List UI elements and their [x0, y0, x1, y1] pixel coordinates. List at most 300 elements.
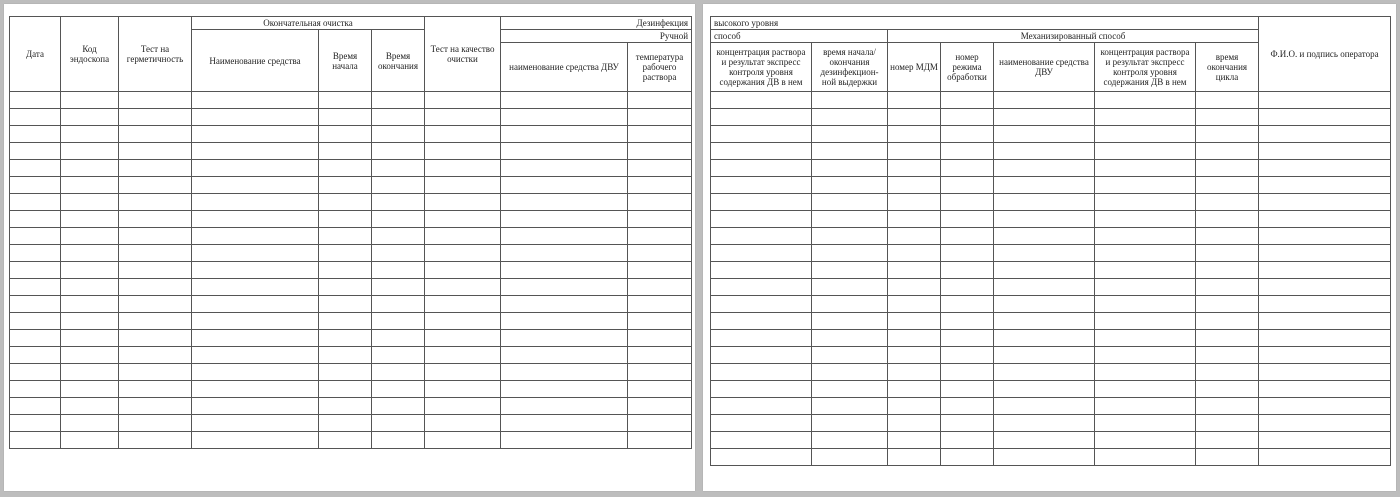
- table-cell[interactable]: [1196, 211, 1259, 228]
- table-cell[interactable]: [10, 92, 61, 109]
- table-cell[interactable]: [812, 177, 888, 194]
- table-cell[interactable]: [711, 109, 812, 126]
- table-cell[interactable]: [711, 279, 812, 296]
- table-cell[interactable]: [372, 126, 425, 143]
- table-cell[interactable]: [10, 245, 61, 262]
- table-cell[interactable]: [711, 449, 812, 466]
- table-cell[interactable]: [941, 109, 994, 126]
- table-cell[interactable]: [10, 364, 61, 381]
- table-cell[interactable]: [501, 143, 628, 160]
- table-cell[interactable]: [711, 432, 812, 449]
- table-cell[interactable]: [425, 228, 501, 245]
- table-cell[interactable]: [812, 381, 888, 398]
- table-cell[interactable]: [888, 381, 941, 398]
- table-cell[interactable]: [812, 330, 888, 347]
- table-cell[interactable]: [1196, 415, 1259, 432]
- table-cell[interactable]: [941, 211, 994, 228]
- table-cell[interactable]: [192, 296, 319, 313]
- table-cell[interactable]: [994, 296, 1095, 313]
- table-cell[interactable]: [888, 177, 941, 194]
- table-cell[interactable]: [812, 245, 888, 262]
- table-cell[interactable]: [628, 160, 692, 177]
- table-cell[interactable]: [425, 313, 501, 330]
- table-cell[interactable]: [628, 398, 692, 415]
- table-cell[interactable]: [941, 160, 994, 177]
- table-cell[interactable]: [1196, 313, 1259, 330]
- table-cell[interactable]: [888, 228, 941, 245]
- table-cell[interactable]: [888, 313, 941, 330]
- table-cell[interactable]: [1095, 109, 1196, 126]
- table-cell[interactable]: [1259, 313, 1391, 330]
- table-cell[interactable]: [888, 211, 941, 228]
- table-cell[interactable]: [1259, 398, 1391, 415]
- table-cell[interactable]: [1196, 126, 1259, 143]
- table-cell[interactable]: [501, 160, 628, 177]
- table-cell[interactable]: [372, 177, 425, 194]
- table-cell[interactable]: [1259, 432, 1391, 449]
- table-cell[interactable]: [319, 211, 372, 228]
- table-cell[interactable]: [1095, 449, 1196, 466]
- table-cell[interactable]: [192, 415, 319, 432]
- table-cell[interactable]: [319, 92, 372, 109]
- table-cell[interactable]: [10, 432, 61, 449]
- table-cell[interactable]: [994, 364, 1095, 381]
- table-cell[interactable]: [192, 211, 319, 228]
- table-cell[interactable]: [711, 228, 812, 245]
- table-cell[interactable]: [1196, 330, 1259, 347]
- table-cell[interactable]: [119, 330, 192, 347]
- table-cell[interactable]: [1259, 449, 1391, 466]
- table-cell[interactable]: [192, 432, 319, 449]
- table-cell[interactable]: [628, 262, 692, 279]
- table-cell[interactable]: [192, 245, 319, 262]
- table-cell[interactable]: [812, 228, 888, 245]
- table-cell[interactable]: [425, 262, 501, 279]
- table-cell[interactable]: [711, 126, 812, 143]
- table-cell[interactable]: [812, 364, 888, 381]
- table-cell[interactable]: [61, 160, 119, 177]
- table-cell[interactable]: [119, 143, 192, 160]
- table-cell[interactable]: [319, 330, 372, 347]
- table-cell[interactable]: [711, 296, 812, 313]
- table-cell[interactable]: [1095, 194, 1196, 211]
- table-cell[interactable]: [425, 364, 501, 381]
- table-cell[interactable]: [628, 143, 692, 160]
- table-cell[interactable]: [61, 177, 119, 194]
- table-cell[interactable]: [711, 143, 812, 160]
- table-cell[interactable]: [372, 364, 425, 381]
- table-cell[interactable]: [61, 92, 119, 109]
- table-cell[interactable]: [425, 211, 501, 228]
- table-cell[interactable]: [61, 279, 119, 296]
- table-cell[interactable]: [1259, 109, 1391, 126]
- table-cell[interactable]: [425, 279, 501, 296]
- table-cell[interactable]: [501, 279, 628, 296]
- table-cell[interactable]: [61, 211, 119, 228]
- table-cell[interactable]: [192, 92, 319, 109]
- table-cell[interactable]: [628, 279, 692, 296]
- table-cell[interactable]: [888, 279, 941, 296]
- table-cell[interactable]: [425, 296, 501, 313]
- table-cell[interactable]: [372, 143, 425, 160]
- table-cell[interactable]: [1095, 415, 1196, 432]
- table-cell[interactable]: [1259, 279, 1391, 296]
- table-cell[interactable]: [119, 432, 192, 449]
- table-cell[interactable]: [192, 143, 319, 160]
- table-cell[interactable]: [888, 415, 941, 432]
- table-cell[interactable]: [1196, 160, 1259, 177]
- table-cell[interactable]: [711, 381, 812, 398]
- table-cell[interactable]: [628, 92, 692, 109]
- table-cell[interactable]: [628, 313, 692, 330]
- table-cell[interactable]: [941, 262, 994, 279]
- table-cell[interactable]: [119, 228, 192, 245]
- table-cell[interactable]: [994, 381, 1095, 398]
- table-cell[interactable]: [501, 109, 628, 126]
- table-cell[interactable]: [888, 449, 941, 466]
- table-cell[interactable]: [994, 109, 1095, 126]
- table-cell[interactable]: [628, 432, 692, 449]
- table-cell[interactable]: [994, 330, 1095, 347]
- table-cell[interactable]: [994, 92, 1095, 109]
- table-cell[interactable]: [501, 364, 628, 381]
- table-cell[interactable]: [941, 228, 994, 245]
- table-cell[interactable]: [994, 160, 1095, 177]
- table-cell[interactable]: [628, 415, 692, 432]
- table-cell[interactable]: [61, 398, 119, 415]
- table-cell[interactable]: [888, 262, 941, 279]
- table-cell[interactable]: [941, 126, 994, 143]
- table-cell[interactable]: [119, 194, 192, 211]
- table-cell[interactable]: [628, 177, 692, 194]
- table-cell[interactable]: [61, 143, 119, 160]
- table-cell[interactable]: [941, 313, 994, 330]
- table-cell[interactable]: [711, 398, 812, 415]
- table-cell[interactable]: [10, 398, 61, 415]
- table-cell[interactable]: [61, 381, 119, 398]
- table-cell[interactable]: [941, 143, 994, 160]
- table-cell[interactable]: [119, 381, 192, 398]
- table-cell[interactable]: [319, 415, 372, 432]
- table-cell[interactable]: [888, 330, 941, 347]
- table-cell[interactable]: [61, 228, 119, 245]
- table-cell[interactable]: [812, 279, 888, 296]
- table-cell[interactable]: [425, 92, 501, 109]
- table-cell[interactable]: [941, 347, 994, 364]
- table-cell[interactable]: [192, 109, 319, 126]
- table-cell[interactable]: [119, 398, 192, 415]
- table-cell[interactable]: [372, 415, 425, 432]
- table-cell[interactable]: [119, 126, 192, 143]
- table-cell[interactable]: [1196, 194, 1259, 211]
- table-cell[interactable]: [372, 296, 425, 313]
- table-cell[interactable]: [888, 432, 941, 449]
- table-cell[interactable]: [119, 245, 192, 262]
- table-cell[interactable]: [372, 381, 425, 398]
- table-cell[interactable]: [711, 364, 812, 381]
- table-cell[interactable]: [1196, 245, 1259, 262]
- table-cell[interactable]: [1095, 398, 1196, 415]
- table-cell[interactable]: [319, 126, 372, 143]
- table-cell[interactable]: [711, 415, 812, 432]
- table-cell[interactable]: [994, 398, 1095, 415]
- table-cell[interactable]: [1095, 228, 1196, 245]
- table-cell[interactable]: [1196, 143, 1259, 160]
- table-cell[interactable]: [10, 296, 61, 313]
- table-cell[interactable]: [10, 330, 61, 347]
- table-cell[interactable]: [941, 398, 994, 415]
- table-cell[interactable]: [1196, 177, 1259, 194]
- table-cell[interactable]: [10, 415, 61, 432]
- table-cell[interactable]: [372, 194, 425, 211]
- table-cell[interactable]: [319, 398, 372, 415]
- table-cell[interactable]: [1259, 262, 1391, 279]
- table-cell[interactable]: [628, 228, 692, 245]
- table-cell[interactable]: [501, 177, 628, 194]
- table-cell[interactable]: [319, 347, 372, 364]
- table-cell[interactable]: [192, 381, 319, 398]
- table-cell[interactable]: [1259, 330, 1391, 347]
- table-cell[interactable]: [1259, 160, 1391, 177]
- table-cell[interactable]: [192, 194, 319, 211]
- table-cell[interactable]: [10, 262, 61, 279]
- table-cell[interactable]: [1259, 415, 1391, 432]
- table-cell[interactable]: [425, 432, 501, 449]
- table-cell[interactable]: [425, 194, 501, 211]
- table-cell[interactable]: [941, 330, 994, 347]
- table-cell[interactable]: [1095, 347, 1196, 364]
- table-cell[interactable]: [941, 279, 994, 296]
- table-cell[interactable]: [192, 364, 319, 381]
- table-cell[interactable]: [941, 449, 994, 466]
- table-cell[interactable]: [425, 160, 501, 177]
- table-cell[interactable]: [1196, 296, 1259, 313]
- table-cell[interactable]: [372, 347, 425, 364]
- table-cell[interactable]: [812, 313, 888, 330]
- table-cell[interactable]: [61, 364, 119, 381]
- table-cell[interactable]: [501, 245, 628, 262]
- table-cell[interactable]: [61, 296, 119, 313]
- table-cell[interactable]: [711, 330, 812, 347]
- table-cell[interactable]: [501, 432, 628, 449]
- table-cell[interactable]: [711, 177, 812, 194]
- table-cell[interactable]: [888, 109, 941, 126]
- table-cell[interactable]: [319, 109, 372, 126]
- table-cell[interactable]: [1196, 364, 1259, 381]
- table-cell[interactable]: [1095, 262, 1196, 279]
- table-cell[interactable]: [812, 449, 888, 466]
- table-cell[interactable]: [372, 398, 425, 415]
- table-cell[interactable]: [994, 211, 1095, 228]
- table-cell[interactable]: [319, 296, 372, 313]
- table-cell[interactable]: [319, 228, 372, 245]
- table-cell[interactable]: [812, 296, 888, 313]
- table-cell[interactable]: [1259, 364, 1391, 381]
- table-cell[interactable]: [1095, 330, 1196, 347]
- table-cell[interactable]: [812, 262, 888, 279]
- table-cell[interactable]: [812, 398, 888, 415]
- table-cell[interactable]: [119, 177, 192, 194]
- table-cell[interactable]: [119, 364, 192, 381]
- table-cell[interactable]: [628, 364, 692, 381]
- table-cell[interactable]: [192, 347, 319, 364]
- table-cell[interactable]: [61, 194, 119, 211]
- table-cell[interactable]: [192, 313, 319, 330]
- table-cell[interactable]: [319, 194, 372, 211]
- table-cell[interactable]: [501, 296, 628, 313]
- table-cell[interactable]: [1259, 228, 1391, 245]
- table-cell[interactable]: [711, 313, 812, 330]
- table-cell[interactable]: [372, 109, 425, 126]
- table-cell[interactable]: [1196, 92, 1259, 109]
- table-cell[interactable]: [119, 262, 192, 279]
- table-cell[interactable]: [628, 347, 692, 364]
- table-cell[interactable]: [319, 313, 372, 330]
- table-cell[interactable]: [1259, 194, 1391, 211]
- table-cell[interactable]: [888, 364, 941, 381]
- table-cell[interactable]: [1196, 109, 1259, 126]
- table-cell[interactable]: [711, 262, 812, 279]
- table-cell[interactable]: [888, 398, 941, 415]
- table-cell[interactable]: [425, 330, 501, 347]
- table-cell[interactable]: [1259, 143, 1391, 160]
- table-cell[interactable]: [192, 262, 319, 279]
- table-cell[interactable]: [812, 432, 888, 449]
- table-cell[interactable]: [1259, 211, 1391, 228]
- table-cell[interactable]: [1259, 296, 1391, 313]
- table-cell[interactable]: [1095, 296, 1196, 313]
- table-cell[interactable]: [812, 126, 888, 143]
- table-cell[interactable]: [10, 381, 61, 398]
- table-cell[interactable]: [1095, 279, 1196, 296]
- table-cell[interactable]: [119, 211, 192, 228]
- table-cell[interactable]: [192, 160, 319, 177]
- table-cell[interactable]: [711, 211, 812, 228]
- table-cell[interactable]: [994, 432, 1095, 449]
- table-cell[interactable]: [192, 279, 319, 296]
- table-cell[interactable]: [628, 109, 692, 126]
- table-cell[interactable]: [10, 177, 61, 194]
- table-cell[interactable]: [941, 364, 994, 381]
- table-cell[interactable]: [10, 313, 61, 330]
- table-cell[interactable]: [994, 143, 1095, 160]
- table-cell[interactable]: [61, 245, 119, 262]
- table-cell[interactable]: [61, 330, 119, 347]
- table-cell[interactable]: [1095, 381, 1196, 398]
- table-cell[interactable]: [119, 296, 192, 313]
- table-cell[interactable]: [61, 347, 119, 364]
- table-cell[interactable]: [501, 211, 628, 228]
- table-cell[interactable]: [319, 364, 372, 381]
- table-cell[interactable]: [192, 228, 319, 245]
- table-cell[interactable]: [994, 347, 1095, 364]
- table-cell[interactable]: [941, 92, 994, 109]
- table-cell[interactable]: [319, 160, 372, 177]
- table-cell[interactable]: [425, 245, 501, 262]
- table-cell[interactable]: [888, 143, 941, 160]
- table-cell[interactable]: [1196, 432, 1259, 449]
- table-cell[interactable]: [888, 245, 941, 262]
- table-cell[interactable]: [888, 296, 941, 313]
- table-cell[interactable]: [1196, 398, 1259, 415]
- table-cell[interactable]: [372, 262, 425, 279]
- table-cell[interactable]: [1259, 92, 1391, 109]
- table-cell[interactable]: [10, 211, 61, 228]
- table-cell[interactable]: [888, 92, 941, 109]
- table-cell[interactable]: [628, 296, 692, 313]
- table-cell[interactable]: [61, 415, 119, 432]
- table-cell[interactable]: [628, 211, 692, 228]
- table-cell[interactable]: [812, 347, 888, 364]
- table-cell[interactable]: [10, 109, 61, 126]
- table-cell[interactable]: [1095, 143, 1196, 160]
- table-cell[interactable]: [501, 228, 628, 245]
- table-cell[interactable]: [61, 313, 119, 330]
- table-cell[interactable]: [628, 381, 692, 398]
- table-cell[interactable]: [1196, 279, 1259, 296]
- table-cell[interactable]: [994, 313, 1095, 330]
- table-cell[interactable]: [1095, 160, 1196, 177]
- table-cell[interactable]: [501, 92, 628, 109]
- table-cell[interactable]: [994, 177, 1095, 194]
- table-cell[interactable]: [711, 245, 812, 262]
- table-cell[interactable]: [501, 347, 628, 364]
- table-cell[interactable]: [1196, 449, 1259, 466]
- table-cell[interactable]: [319, 177, 372, 194]
- table-cell[interactable]: [192, 398, 319, 415]
- table-cell[interactable]: [994, 279, 1095, 296]
- table-cell[interactable]: [628, 126, 692, 143]
- table-cell[interactable]: [501, 381, 628, 398]
- table-cell[interactable]: [1259, 177, 1391, 194]
- table-cell[interactable]: [425, 381, 501, 398]
- table-cell[interactable]: [1196, 228, 1259, 245]
- table-cell[interactable]: [61, 432, 119, 449]
- table-cell[interactable]: [119, 415, 192, 432]
- table-cell[interactable]: [501, 415, 628, 432]
- table-cell[interactable]: [1095, 313, 1196, 330]
- table-cell[interactable]: [319, 381, 372, 398]
- table-cell[interactable]: [319, 143, 372, 160]
- table-cell[interactable]: [10, 228, 61, 245]
- table-cell[interactable]: [812, 211, 888, 228]
- table-cell[interactable]: [888, 194, 941, 211]
- table-cell[interactable]: [1196, 381, 1259, 398]
- table-cell[interactable]: [1095, 364, 1196, 381]
- table-cell[interactable]: [812, 92, 888, 109]
- table-cell[interactable]: [425, 415, 501, 432]
- table-cell[interactable]: [319, 262, 372, 279]
- table-cell[interactable]: [372, 160, 425, 177]
- table-cell[interactable]: [372, 92, 425, 109]
- table-cell[interactable]: [319, 245, 372, 262]
- table-cell[interactable]: [1095, 177, 1196, 194]
- table-cell[interactable]: [119, 109, 192, 126]
- table-cell[interactable]: [425, 143, 501, 160]
- table-cell[interactable]: [372, 313, 425, 330]
- table-cell[interactable]: [1095, 211, 1196, 228]
- table-cell[interactable]: [10, 126, 61, 143]
- table-cell[interactable]: [10, 347, 61, 364]
- table-cell[interactable]: [119, 313, 192, 330]
- table-cell[interactable]: [711, 347, 812, 364]
- table-cell[interactable]: [888, 160, 941, 177]
- table-cell[interactable]: [10, 194, 61, 211]
- table-cell[interactable]: [1259, 245, 1391, 262]
- table-cell[interactable]: [61, 126, 119, 143]
- table-cell[interactable]: [711, 92, 812, 109]
- table-cell[interactable]: [501, 313, 628, 330]
